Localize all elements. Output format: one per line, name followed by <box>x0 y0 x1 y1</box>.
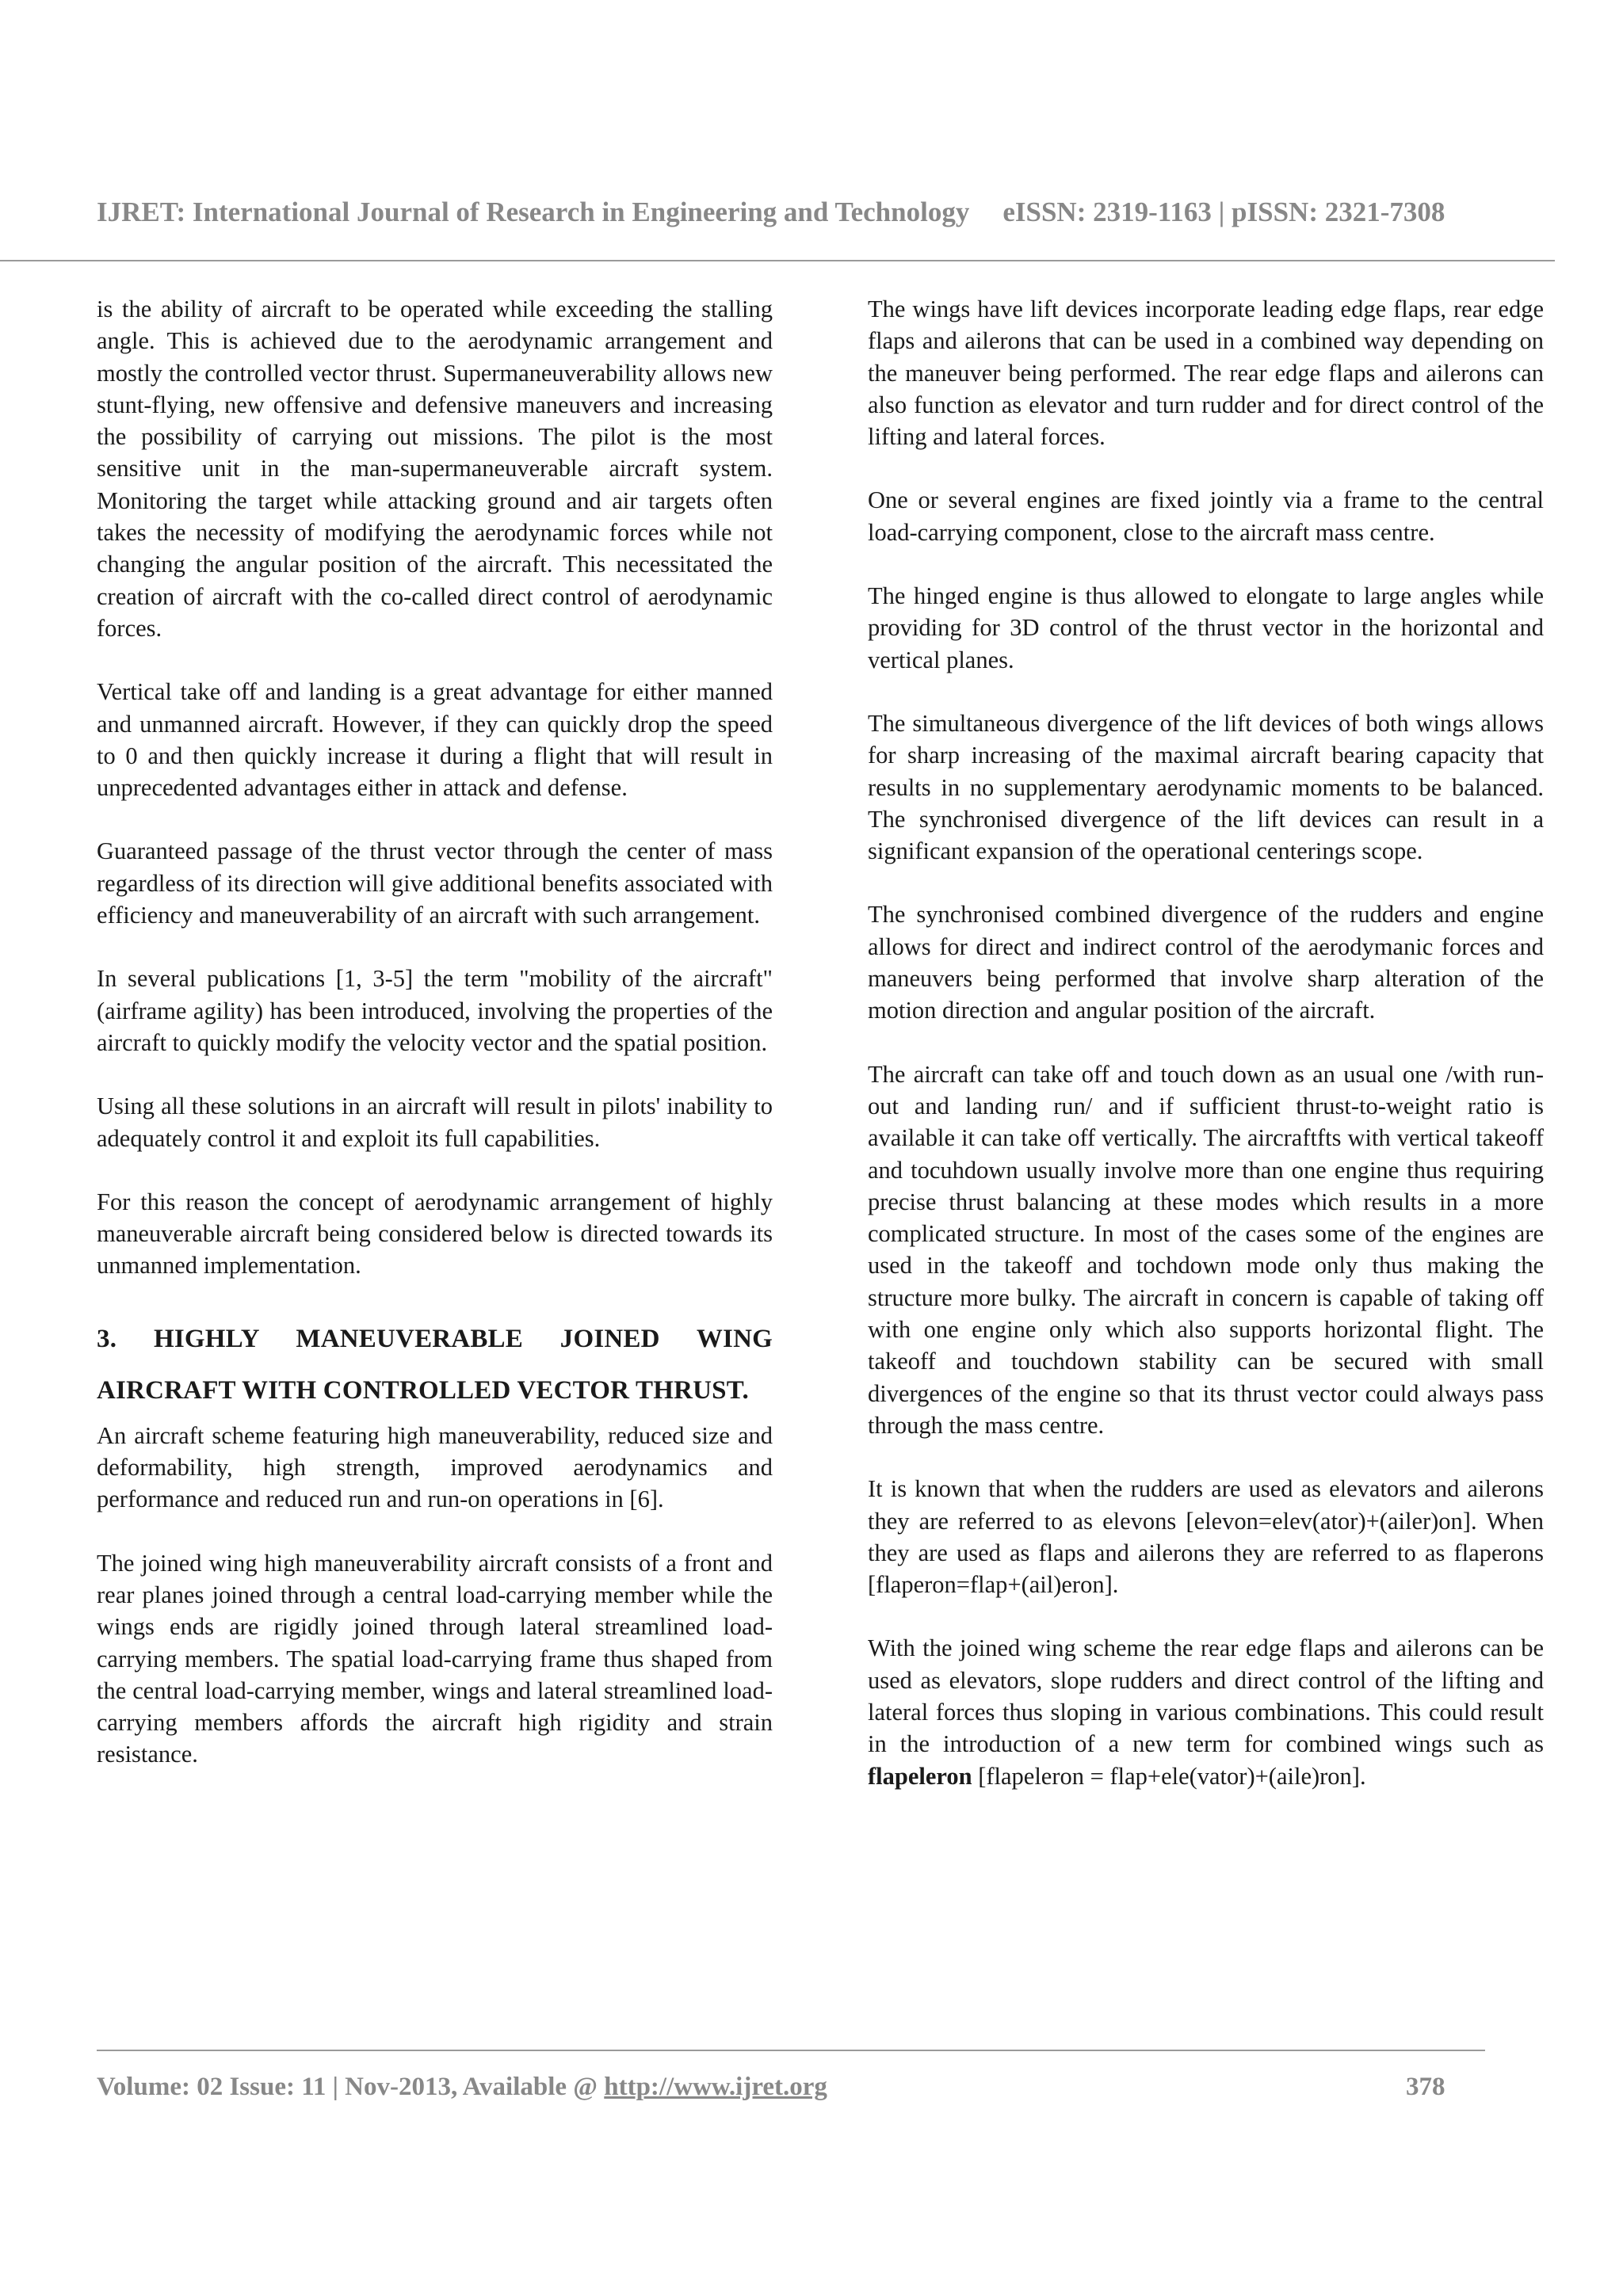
journal-title: IJRET: International Journal of Research in Engineering and Technology <box>97 196 970 227</box>
paragraph-text: With the joined wing scheme the rear edge flaps and ailerons can be used as elevators, slope rudders and direct control of the lifting and lateral forces thus sloping in various combinations. This could result in the introduction of a new term for combined wings such as <box>868 1634 1544 1758</box>
body-paragraph: Using all these solutions in an aircraft will result in pilots' inability to adequately control it and exploit its full capabilities. <box>97 1093 773 1152</box>
body-paragraph: For this reason the concept of aerodynamic arrangement of highly maneuverable aircraft being considered below is directed towards its unmanned implementation. <box>97 1188 773 1280</box>
body-paragraph: The hinged engine is thus allowed to elongate to large angles while providing for 3D control of the thrust vector in the horizontal and vertical planes. <box>868 582 1544 673</box>
body-paragraph: Vertical take off and landing is a great advantage for either manned and unmanned aircraft. However, if they can quickly drop the speed to 0 and then quickly increase it during a flight that will result in unprecedented advantages either in attack and defense. <box>97 678 773 802</box>
body-paragraph-last <box>868 1632 1544 1791</box>
issn-info: eISSN: 2319-1163 | pISSN: 2321-7308 <box>1002 196 1445 227</box>
section-heading: 3. HIGHLY MANEUVERABLE JOINED WING AIRCRAFT WITH CONTROLLED VECTOR THRUST. <box>97 1324 773 1405</box>
body-paragraph: In several publications [1, 3-5] the term "mobility of the aircraft" (airframe agility) has been introduced, involving the properties of the aircraft to quickly modify the velocity vector and the spatial position. <box>97 965 773 1056</box>
body-paragraph: Guaranteed passage of the thrust vector through the center of mass regardless of its direction will give additional benefits associated with efficiency and maneuverability of an aircraft with such arrangement. <box>97 837 773 929</box>
body-paragraph: It is known that when the rudders are used as elevators and ailerons they are referred to as elevons [elevon=elev(ator)+(ailer)on]. When they are used as flaps and ailerons they are referred to as flaperons [flaperon=flap+(ail)eron]. <box>868 1475 1544 1599</box>
header-divider <box>0 260 1555 261</box>
body-paragraph: is the ability of aircraft to be operated while exceeding the stalling angle. This is achieved due to the aerodynamic arrangement and mostly the controlled vector thrust. Supermaneuverability allows new stunt-flying, new offensive and defensive maneuvers and increasing the possibility of carrying out missions. The pilot is the most sensitive unit in the man-supermaneuverable aircraft system. Monitoring the target while attacking ground and air targets often takes the necessity of modifying the aerodynamic forces while not changing the angular position of the aircraft. This necessitated the creation of aircraft with the co-called direct control of aerodynamic forces. <box>97 296 773 642</box>
footer-divider <box>97 2050 1485 2051</box>
running-header <box>97 196 1539 228</box>
paragraph-text: [flapeleron = flap+ele(vator)+(aile)ron]. <box>972 1762 1366 1790</box>
body-paragraph: An aircraft scheme featuring high maneuverability, reduced size and deformability, high strength, improved aerodynamics and performance and reduced run and run-on operations in [6]. <box>97 1421 773 1513</box>
defined-term: flapeleron <box>868 1762 972 1790</box>
body-paragraph: The aircraft can take off and touch down as an usual one /with run-out and landing run/ and if sufficient thrust-to-weight ratio is available it can take off vertically. The aircraftfts with vertical takeoff and tocuhdown usually involve more than one engine thus requiring precise thrust balancing at these modes which results in a more complicated structure. In most of the cases some of the engines are used in the takeoff and tochdown mode only thus making the structure more bulky. The aircraft in concern is capable of taking off with one engine only which also supports horizontal flight. The takeoff and touchdown stability can be secured with small divergences of the engine so that its thrust vector could always pass through the mass centre. <box>868 1060 1544 1439</box>
page-number: 378 <box>1406 2073 1445 2101</box>
body-paragraph: The joined wing high maneuverability aircraft consists of a front and rear planes joined through a central load-carrying member while the wings ends are rigidly joined through lateral streamlined load-carrying members. The spatial load-carrying frame thus shaped from the central load-carrying member, wings and lateral streamlined load-carrying members affords the aircraft high rigidity and strain resistance. <box>97 1549 773 1768</box>
left-column <box>97 293 773 1771</box>
running-footer <box>97 2073 827 2102</box>
body-paragraph: The simultaneous divergence of the lift devices of both wings allows for sharp increasing of the maximal aircraft bearing capacity that results in no supplementary aerodynamic moments to be balanced. The synchronised divergence of the lift devices can result in a significant expansion of the operational centerings scope. <box>868 709 1544 865</box>
right-column <box>868 293 1544 1792</box>
body-paragraph: The synchronised combined divergence of the rudders and engine allows for direct and indirect control of the aerodymanic forces and maneuvers being performed that involve sharp alteration of the motion direction and angular position of the aircraft. <box>868 901 1544 1024</box>
body-paragraph: The wings have lift devices incorporate leading edge flaps, rear edge flaps and ailerons that can be used in a combined way depending on the maneuver being performed. The rear edge flaps and ailerons can also function as elevator and turn rudder and for direct control of the lifting and lateral forces. <box>868 296 1544 451</box>
volume-info: Volume: 02 Issue: 11 | Nov-2013, Available @ <box>97 2073 605 2101</box>
journal-link[interactable]: http://www.ijret.org <box>604 2073 827 2101</box>
body-paragraph: One or several engines are fixed jointly via a frame to the central load-carrying component, close to the aircraft mass centre. <box>868 486 1544 546</box>
